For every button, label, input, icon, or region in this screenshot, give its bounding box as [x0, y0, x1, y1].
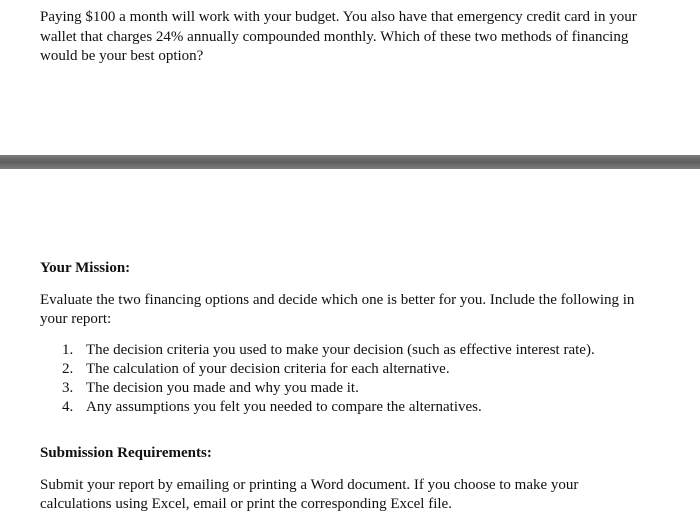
- submission-heading: Submission Requirements:: [40, 445, 212, 461]
- list-item-text: The calculation of your decision criteria for each alternative.: [86, 361, 450, 377]
- page-two-content: [40, 259, 650, 514]
- list-item-text: Any assumptions you felt you needed to compare the alternatives.: [86, 399, 482, 415]
- requirements-list: [40, 341, 650, 417]
- financing-paragraph: Paying $100 a month will work with your budget. You also have that emergency credit card in your wallet that charges 24% annually compounded monthly. Which of these two methods of financing would be your best option?: [40, 9, 637, 64]
- page-break-divider: [0, 155, 700, 169]
- submission-text: Submit your report by emailing or printing a Word document. If you choose to make your calculations using Excel, email or print the corresponding Excel file.: [40, 477, 579, 512]
- list-item: [40, 379, 650, 398]
- list-item: [40, 398, 650, 417]
- page-one-content: [40, 8, 640, 67]
- list-item-text: The decision you made and why you made it.: [86, 380, 359, 396]
- list-item: [40, 360, 650, 379]
- list-item-text: The decision criteria you used to make your decision (such as effective interest rate).: [86, 342, 595, 358]
- list-item-number: 2.: [62, 361, 74, 377]
- mission-heading: Your Mission:: [40, 260, 131, 276]
- list-item: [40, 341, 650, 360]
- list-item-number: 1.: [62, 342, 74, 358]
- list-item-number: 3.: [62, 380, 74, 396]
- list-item-number: 4.: [62, 399, 74, 415]
- mission-intro: Evaluate the two financing options and decide which one is better for you. Include the following in your report:: [40, 292, 635, 327]
